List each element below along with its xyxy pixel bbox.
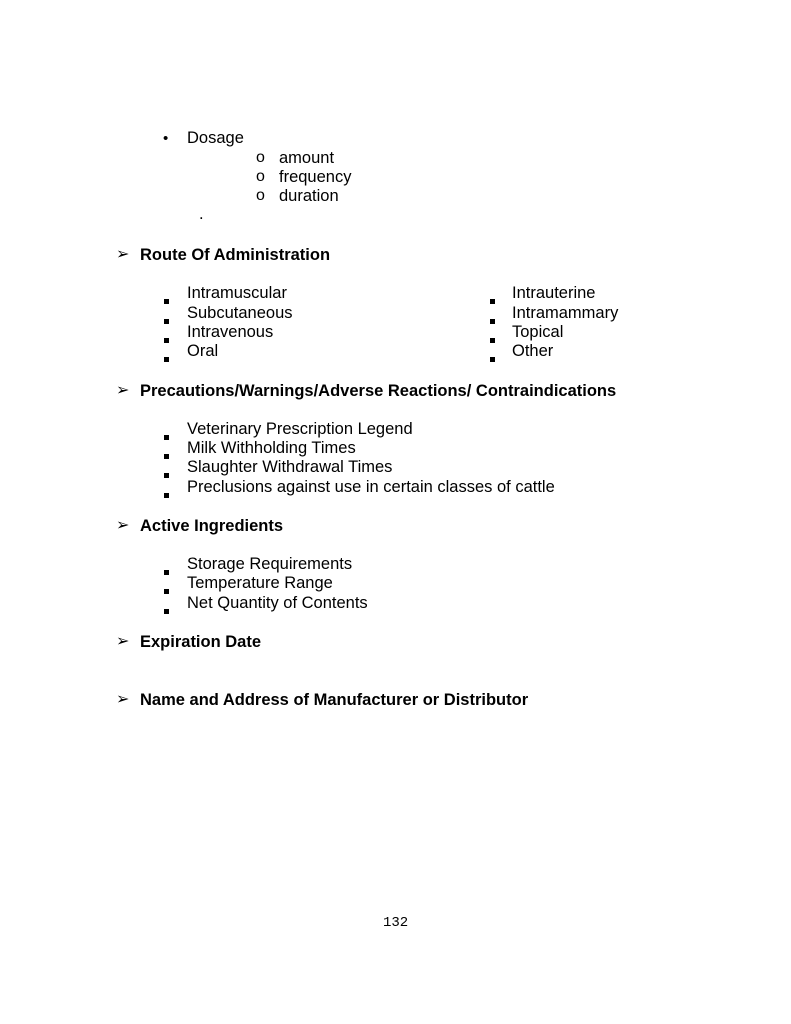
list-item: Subcutaneous [187,304,293,322]
arrow-bullet-icon: ➢ [116,517,130,534]
arrow-bullet-icon: ➢ [116,382,130,399]
list-item: Intramuscular [187,284,287,302]
arrow-bullet-icon: ➢ [116,246,130,263]
dosage-subitem: duration [279,187,339,205]
section-heading: Expiration Date [140,633,262,651]
section-heading: Name and Address of Manufacturer or Distributor [140,691,529,709]
bullet-icon: • [163,130,169,147]
dosage-subitem: amount [279,149,335,167]
square-bullet-icon [164,319,169,324]
circle-bullet-icon: o [256,168,265,185]
list-item: Slaughter Withdrawal Times [187,458,393,476]
square-bullet-icon [490,319,495,324]
list-item: Milk Withholding Times [187,439,356,457]
stray-period: . [199,205,204,223]
list-item: Other [512,342,554,360]
list-item: Oral [187,342,219,360]
dosage-label: Dosage [187,129,244,147]
list-item: Veterinary Prescription Legend [187,420,413,438]
square-bullet-icon [164,454,169,459]
square-bullet-icon [164,338,169,343]
list-item: Intrauterine [512,284,596,302]
square-bullet-icon [164,570,169,575]
circle-bullet-icon: o [256,149,265,166]
square-bullet-icon [490,338,495,343]
section-heading: Active Ingredients [140,517,284,535]
square-bullet-icon [490,357,495,362]
square-bullet-icon [164,357,169,362]
list-item: Intramammary [512,304,619,322]
list-item: Net Quantity of Contents [187,594,368,612]
circle-bullet-icon: o [256,187,265,204]
arrow-bullet-icon: ➢ [116,633,130,650]
section-heading: Precautions/Warnings/Adverse Reactions/ Contraindications [140,382,617,400]
square-bullet-icon [164,435,169,440]
square-bullet-icon [164,493,169,498]
square-bullet-icon [164,299,169,304]
list-item: Temperature Range [187,574,333,592]
section-heading: Route Of Administration [140,246,331,264]
list-item: Preclusions against use in certain classes of cattle [187,478,555,496]
arrow-bullet-icon: ➢ [116,691,130,708]
list-item: Storage Requirements [187,555,353,573]
square-bullet-icon [164,473,169,478]
list-item: Topical [512,323,564,341]
square-bullet-icon [164,589,169,594]
square-bullet-icon [490,299,495,304]
list-item: Intravenous [187,323,274,341]
dosage-subitem: frequency [279,168,352,186]
page-number: 132 [383,915,409,931]
square-bullet-icon [164,609,169,614]
